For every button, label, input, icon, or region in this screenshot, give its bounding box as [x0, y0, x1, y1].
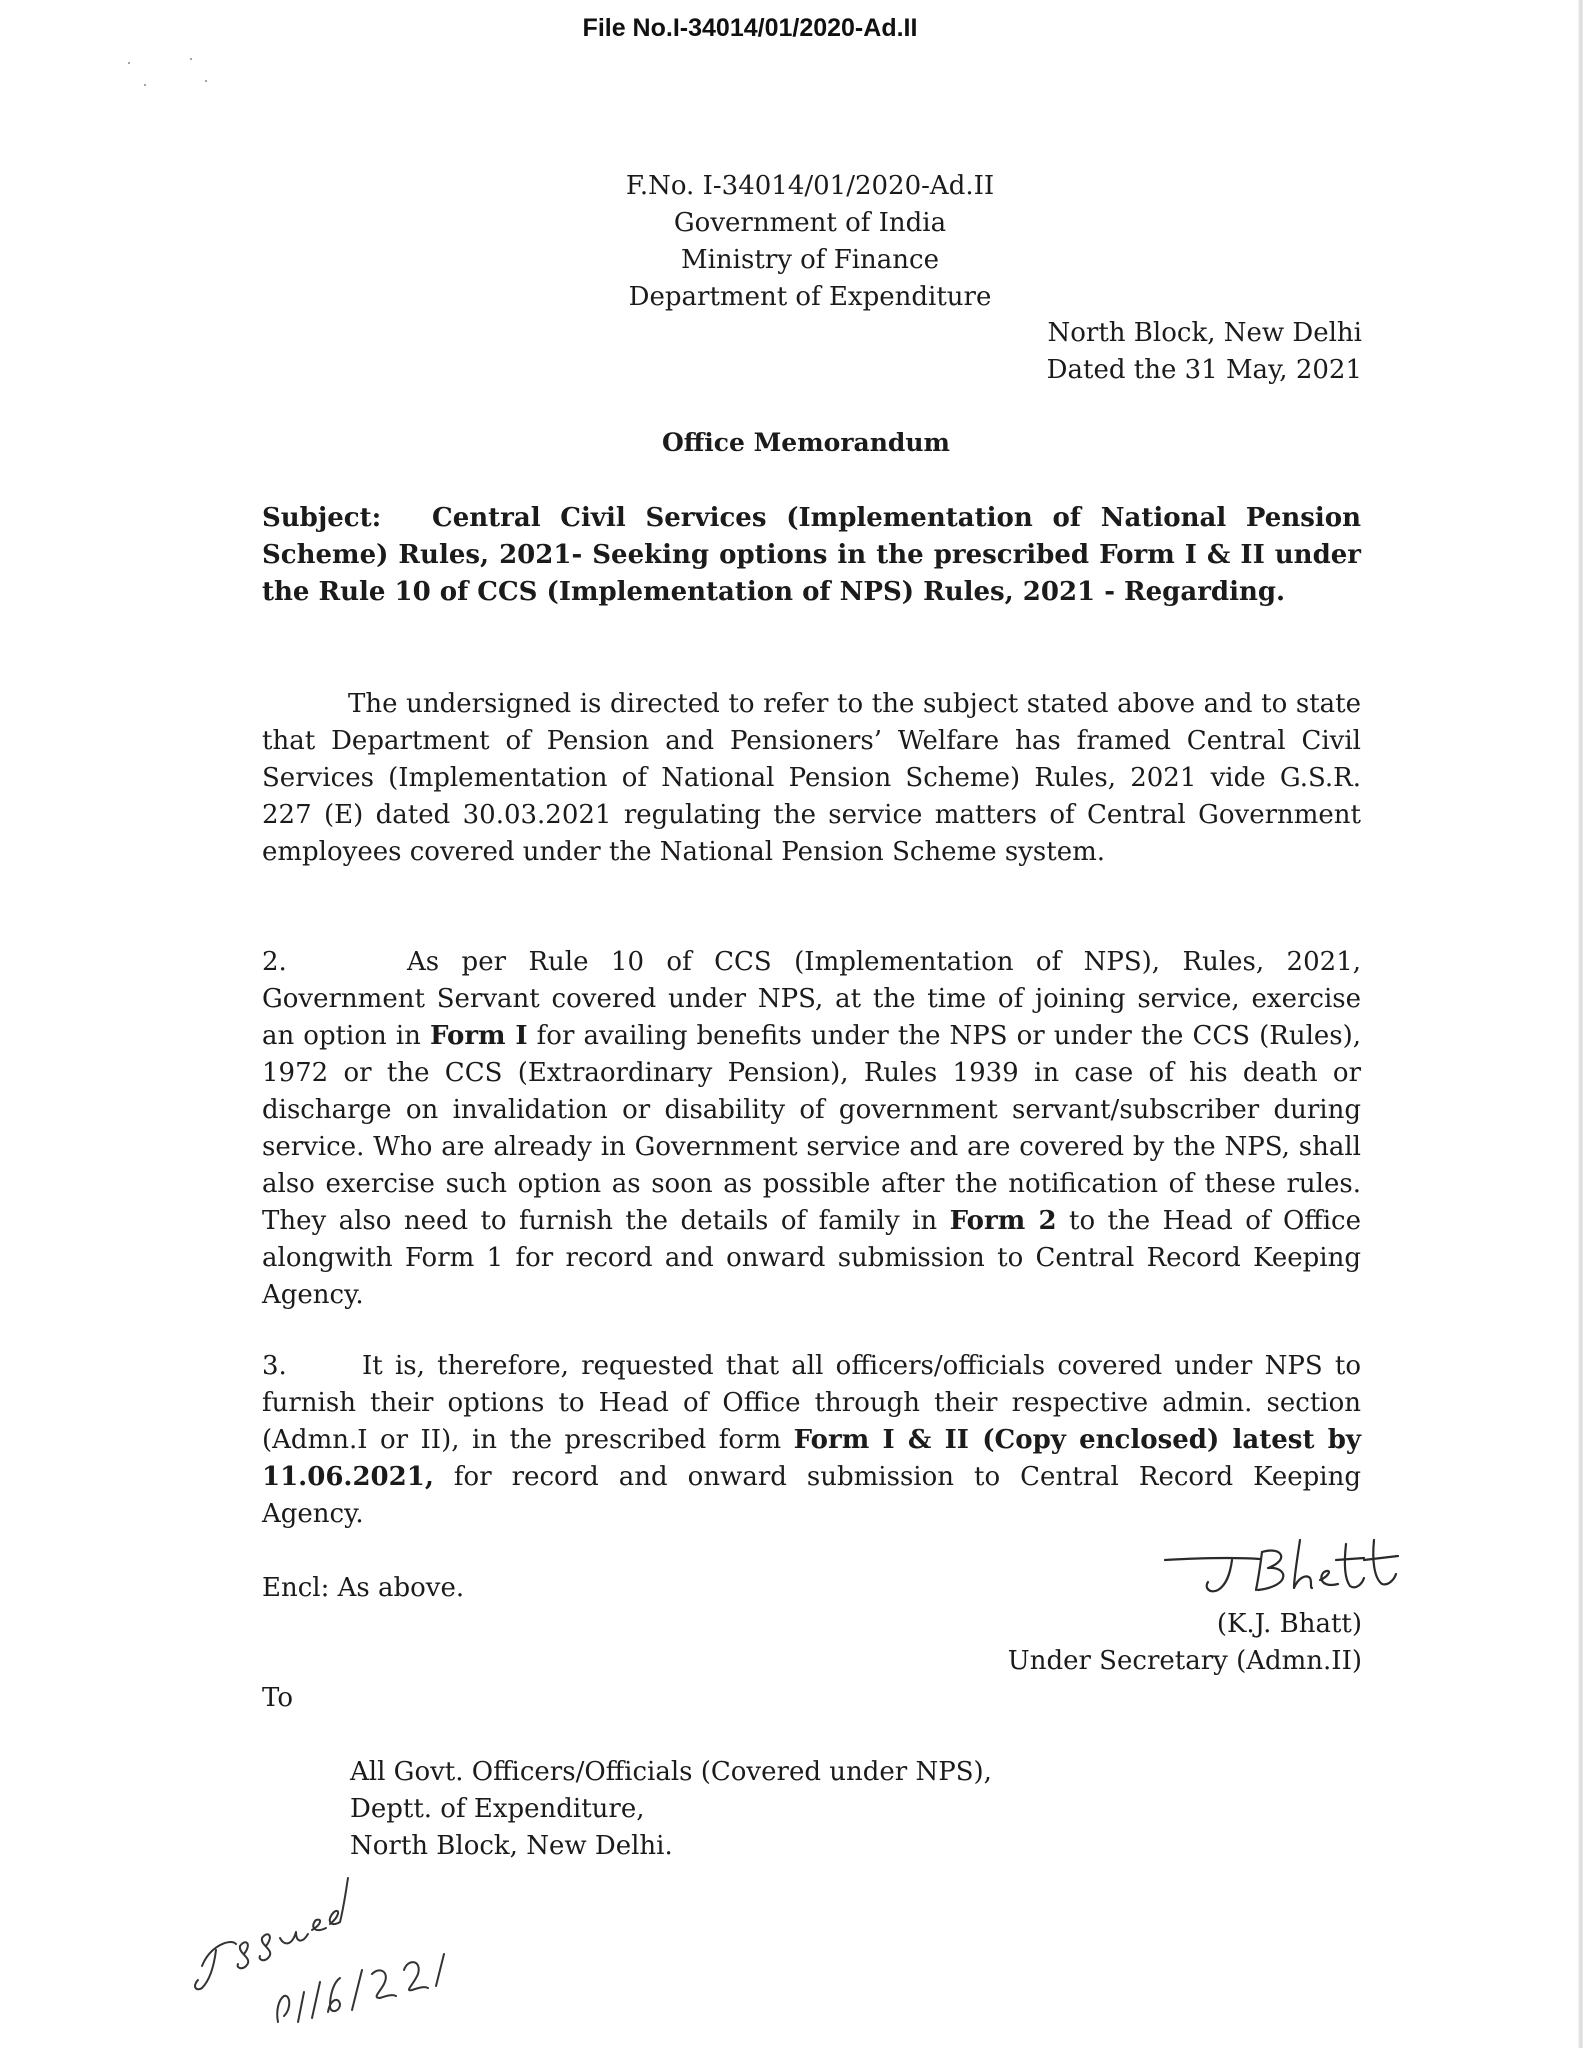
government-line: Government of India	[673, 208, 947, 238]
addressee-line-2: Deptt. of Expenditure,	[350, 1794, 645, 1824]
department-line: Department of Expenditure	[628, 282, 992, 312]
handwritten-signature	[1160, 1530, 1410, 1605]
paragraph-number: 2.	[262, 947, 287, 977]
scan-speck	[128, 62, 130, 64]
paragraph-2	[262, 944, 1361, 1314]
form-1-emphasis: Form I	[429, 1021, 528, 1051]
scan-speck	[144, 84, 146, 86]
subject-label: Subject:	[262, 503, 382, 533]
signatory-designation: Under Secretary (Admn.II)	[1007, 1646, 1362, 1676]
subject-text: Central Civil Services (Implementation of National Pension Scheme) Rules, 2021- Seeking options in the prescribed Form I & II under the Rule 10 of CCS (Implementation of NPS) Rules, 2021 - Regarding.	[262, 503, 1361, 607]
memo-date: Dated the 31 May, 2021	[1046, 355, 1362, 385]
addressee-line-1: All Govt. Officers/Officials (Covered under NPS),	[350, 1757, 992, 1787]
subject-block	[262, 500, 1361, 611]
memo-title: Office Memorandum	[662, 428, 950, 457]
signatory-block	[900, 1606, 1362, 1680]
place-date-block	[900, 315, 1362, 389]
scanned-page-edge	[1503, 0, 1583, 2048]
ministry-line: Ministry of Finance	[680, 245, 939, 275]
to-label: To	[262, 1683, 293, 1713]
enclosure-note: Encl: As above.	[262, 1573, 465, 1603]
deadline-emphasis: Form I & II (Copy enclosed) latest by 11.06.2021,	[262, 1425, 1362, 1492]
para2-text-b: for availing benefits under the NPS or under the CCS (Rules), 1972 or the CCS (Extraordinary Pension), Rules 1939 in case of his death or discharge on invalidation or disability of government servant/subscriber during service. Who are already in Government service and are covered by the NPS, shall also exercise such option as soon as possible after the notification of these rules. They also need to furnish the details of family in	[262, 1021, 1362, 1236]
para3-text-a: It is, therefore, requested that all officers/officials covered under NPS to furnish their options to Head of Office through their respective admin. section (Admn.I or II), in the prescribed form	[262, 1351, 1361, 1455]
paragraph-1: The undersigned is directed to refer to the subject stated above and to state that Department of Pension and Pensioners’ Welfare has framed Central Civil Services (Implementation of National Pension Scheme) Rules, 2021 vide G.S.R. 227 (E) dated 30.03.2021 regulating the service matters of Central Government employees covered under the National Pension Scheme system.	[262, 689, 1361, 867]
file-number-header: File No.I-34014/01/2020-Ad.II	[582, 14, 918, 42]
addressee-line-3: North Block, New Delhi.	[350, 1831, 673, 1861]
place: North Block, New Delhi	[1047, 318, 1362, 348]
para3-text-b: for record and onward submission to Central Record Keeping Agency.	[262, 1462, 1362, 1529]
scan-speck	[190, 58, 192, 60]
file-number: F.No. I-34014/01/2020-Ad.II	[625, 171, 995, 201]
signatory-name: (K.J. Bhatt)	[1216, 1609, 1362, 1639]
paragraph-number: 3.	[262, 1351, 287, 1381]
para2-text-c: to the Head of Office alongwith Form 1 for record and onward submission to Central Record Keeping Agency.	[262, 1206, 1361, 1310]
form-2-emphasis: Form 2	[949, 1206, 1057, 1236]
addressee-block	[350, 1754, 992, 1865]
para2-text-a: As per Rule 10 of CCS (Implementation of NPS), Rules, 2021, Government Servant covered under NPS, at the time of joining service, exercise an option in	[262, 947, 1361, 1051]
handwritten-issued-note	[180, 1866, 470, 2026]
paragraph-3	[262, 1348, 1361, 1533]
reference-block	[560, 168, 1060, 316]
scan-speck	[205, 80, 207, 82]
